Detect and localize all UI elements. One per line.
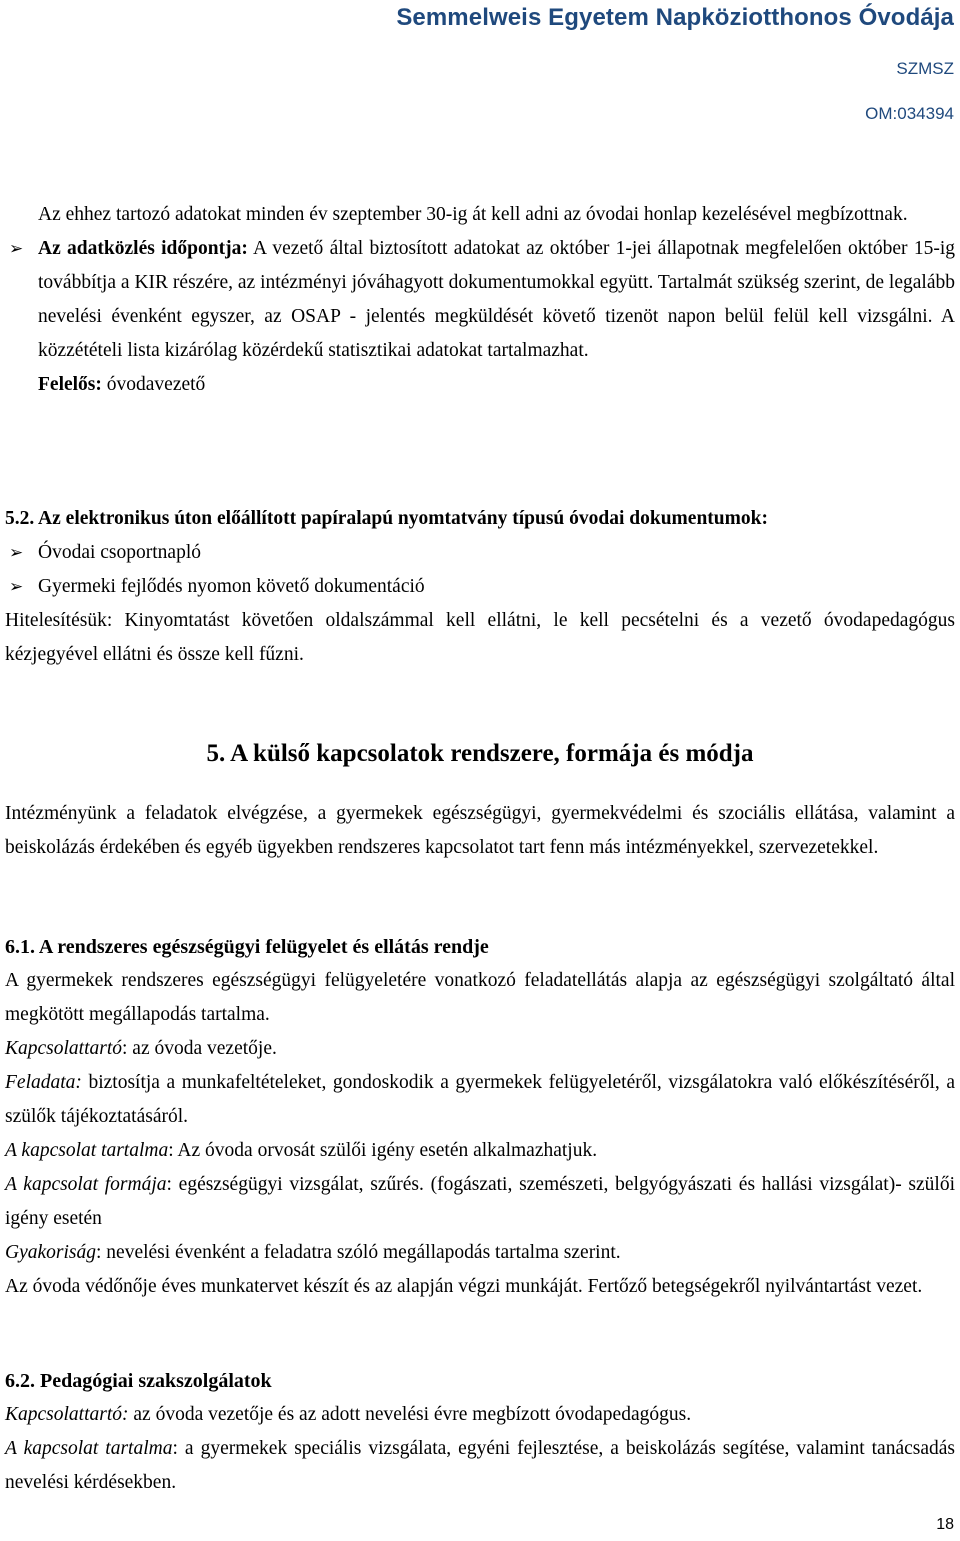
- section-6-1: [5, 930, 955, 1304]
- text-contact-person: : az óvoda vezetője.: [122, 1038, 277, 1059]
- section-disclosure: [5, 198, 955, 402]
- section-5-2: [5, 502, 955, 672]
- label-task: Feladata:: [5, 1072, 82, 1093]
- text-task: biztosítja a munkafeltételeket, gondoskodik a gyermekek felügyeletéről, vizsgálatokra való előkészítéséről, a szülők tájékoztatásáról.: [5, 1072, 955, 1127]
- label-pedagogy-content: A kapcsolat tartalma: [5, 1438, 173, 1459]
- text-relation-content: : Az óvoda orvosát szülői igény esetén alkalmazhatjuk.: [168, 1140, 598, 1161]
- heading-6-1: 6.1. A rendszeres egészségügyi felügyelet és ellátás rendje: [5, 936, 489, 958]
- header-om-code: OM:034394: [865, 104, 954, 123]
- paragraph-relation-form: [5, 1168, 955, 1236]
- text-pedagogy-content: : a gyermekek speciális vizsgálata, egyéni fejlesztése, a beiskolázás segítése, valamint tanácsadás nevelési kérdésekben.: [5, 1438, 955, 1493]
- list-item: [5, 570, 955, 604]
- list-item-label: Gyermeki fejlődés nyomon követő dokumentáció: [38, 576, 425, 597]
- paragraph-health-basis: A gyermekek rendszeres egészségügyi felügyeletére vonatkozó feladatellátás alapja az egészségügyi szolgáltató által megkötött megállapodás tartalma.: [5, 970, 955, 1025]
- section-5: [5, 737, 955, 771]
- arrow-bullet-icon: ➢: [9, 577, 24, 596]
- label-pedagogy-contact: Kapcsolattartó:: [5, 1404, 129, 1425]
- page-number: 18: [936, 1516, 954, 1533]
- bullet-data-timing: [5, 232, 955, 368]
- text-data-timing: A vezető által biztosított adatokat az október 1-jei állapotnak megfelelően október 15-ig továbbítja a KIR részére, az intézményi jóváhagyott dokumentumokkal együtt. Tartalmát szükség szerint, de legalább nevelési évenként egyszer, az OSAP - jelentés megküldését követő tizenöt napon belül felül kell vizsgálni. A közzétételi lista kizárólag közérdekű statisztikai adatokat tartalmazhat.: [38, 238, 955, 361]
- paragraph-relation-content: [5, 1134, 955, 1168]
- label-relation-content: A kapcsolat tartalma: [5, 1140, 169, 1161]
- label-relation-form: A kapcsolat formája: [5, 1174, 167, 1195]
- paragraph-responsible: [5, 368, 955, 402]
- list-item-label: Óvodai csoportnapló: [38, 542, 202, 563]
- paragraph-authentication: Hitelesítésük: Kinyomtatást követően oldalszámmal kell ellátni, le kell pecsételni és a vezető óvodapedagógus kézjegyével ellátni és össze kell fűzni.: [5, 610, 955, 665]
- paragraph-external-relations: Intézményünk a feladatok elvégzése, a gyermekek egészségügyi, gyermekvédelmi és szociális ellátása, valamint a beiskolázás érdekében és egyéb ügyekben rendszeres kapcsolatot tart fenn más intézményekkel, szervezetekkel.: [5, 803, 955, 858]
- heading-5-2: 5.2. Az elektronikus úton előállított papíralapú nyomtatvány típusú óvodai dokumentumok:: [5, 508, 768, 529]
- paragraph-nurse: Az óvoda védőnője éves munkatervet készít és az alapján végzi munkáját. Fertőző betegségekről nyilvántartást vezet.: [5, 1276, 923, 1297]
- header-subtitle: SZMSZ: [896, 59, 954, 78]
- label-data-timing: Az adatközlés időpontja:: [38, 238, 248, 259]
- paragraph-task: [5, 1066, 955, 1134]
- heading-5: 5. A külső kapcsolatok rendszere, formája és módja: [206, 740, 754, 767]
- text-relation-form: : egészségügyi vizsgálat, szűrés. (fogászati, szemészeti, belgyógyászati és hallási vizsgálat)- szülői igény esetén: [5, 1174, 956, 1229]
- paragraph-frequency: [5, 1236, 955, 1270]
- header-title: Semmelweis Egyetem Napköziotthonos Óvodája: [396, 4, 954, 31]
- text-frequency: : nevelési évenként a feladatra szóló megállapodás tartalma szerint.: [96, 1242, 621, 1263]
- arrow-bullet-icon: ➢: [9, 239, 24, 258]
- text-responsible: óvodavezető: [101, 374, 206, 395]
- arrow-bullet-icon: ➢: [9, 543, 24, 562]
- paragraph-deadline: Az ehhez tartozó adatokat minden év szeptember 30-ig át kell adni az óvodai honlap kezelésével megbízottnak.: [38, 204, 908, 225]
- section-external-relations: [5, 797, 955, 865]
- heading-6-2: 6.2. Pedagógiai szakszolgálatok: [5, 1370, 272, 1392]
- label-frequency: Gyakoriság: [5, 1242, 96, 1263]
- text-pedagogy-contact: az óvoda vezetője és az adott nevelési évre megbízott óvodapedagógus.: [128, 1404, 692, 1425]
- list-item: [5, 536, 955, 570]
- paragraph-contact-person: [5, 1032, 955, 1066]
- label-responsible: Felelős:: [38, 374, 102, 395]
- paragraph-pedagogy-content: [5, 1432, 955, 1500]
- paragraph-pedagogy-contact: [5, 1398, 955, 1432]
- section-6-2: [5, 1364, 955, 1500]
- label-contact-person: Kapcsolattartó: [5, 1038, 123, 1059]
